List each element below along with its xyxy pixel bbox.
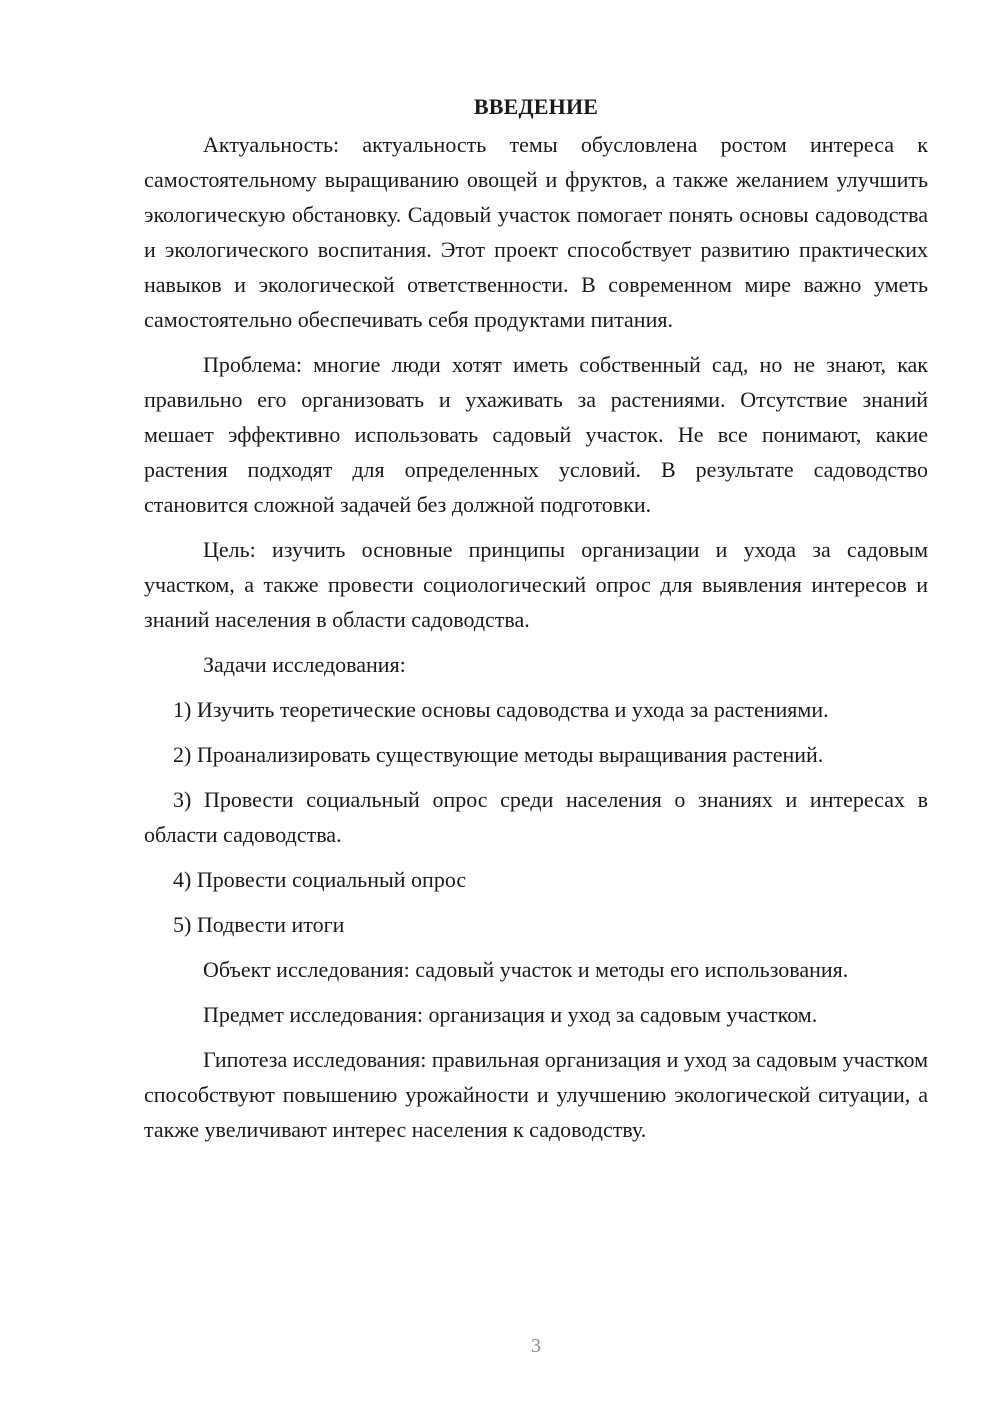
task-item-3: 3) Провести социальный опрос среди населения о знаниях и интересах в области садоводства. <box>144 787 928 847</box>
task-item-1: 1) Изучить теоретические основы садоводства и ухода за растениями. <box>173 697 829 722</box>
section-title: ВВЕДЕНИЕ <box>473 94 599 119</box>
document-page <box>144 92 928 1147</box>
paragraph-hypothesis: Гипотеза исследования: правильная организация и уход за садовым участком способствуют повышению урожайности и улучшению экологической ситуации, а также увеличивают интерес населения к садоводству. <box>144 1047 928 1142</box>
tasks-heading: Задачи исследования: <box>203 652 406 677</box>
paragraph-problem: Проблема: многие люди хотят иметь собственный сад, но не знают, как правильно его организовать и ухаживать за растениями. Отсутствие знаний мешает эффективно использовать садовый участок. Не все понимают, какие растения подходят для определенных условий. В результате садоводство становится сложной задачей без должной подготовки. <box>144 352 928 517</box>
paragraph-subject: Предмет исследования: организация и уход за садовым участком. <box>203 1002 818 1027</box>
page-number: 3 <box>531 1335 541 1357</box>
task-item-5: 5) Подвести итоги <box>173 912 345 937</box>
paragraph-object: Объект исследования: садовый участок и методы его использования. <box>203 957 849 982</box>
task-item-4: 4) Провести социальный опрос <box>173 867 467 892</box>
paragraph-relevance: Актуальность: актуальность темы обусловлена ростом интереса к самостоятельному выращиванию овощей и фруктов, а также желанием улучшить экологическую обстановку. Садовый участок помогает понять основы садоводства и экологического воспитания. Этот проект способствует развитию практических навыков и экологической ответственности. В современном мире важно уметь самостоятельно обеспечивать себя продуктами питания. <box>144 132 928 332</box>
task-item-2: 2) Проанализировать существующие методы выращивания растений. <box>173 742 824 767</box>
paragraph-goal: Цель: изучить основные принципы организации и ухода за садовым участком, а также провести социологический опрос для выявления интересов и знаний населения в области садоводства. <box>144 537 928 632</box>
